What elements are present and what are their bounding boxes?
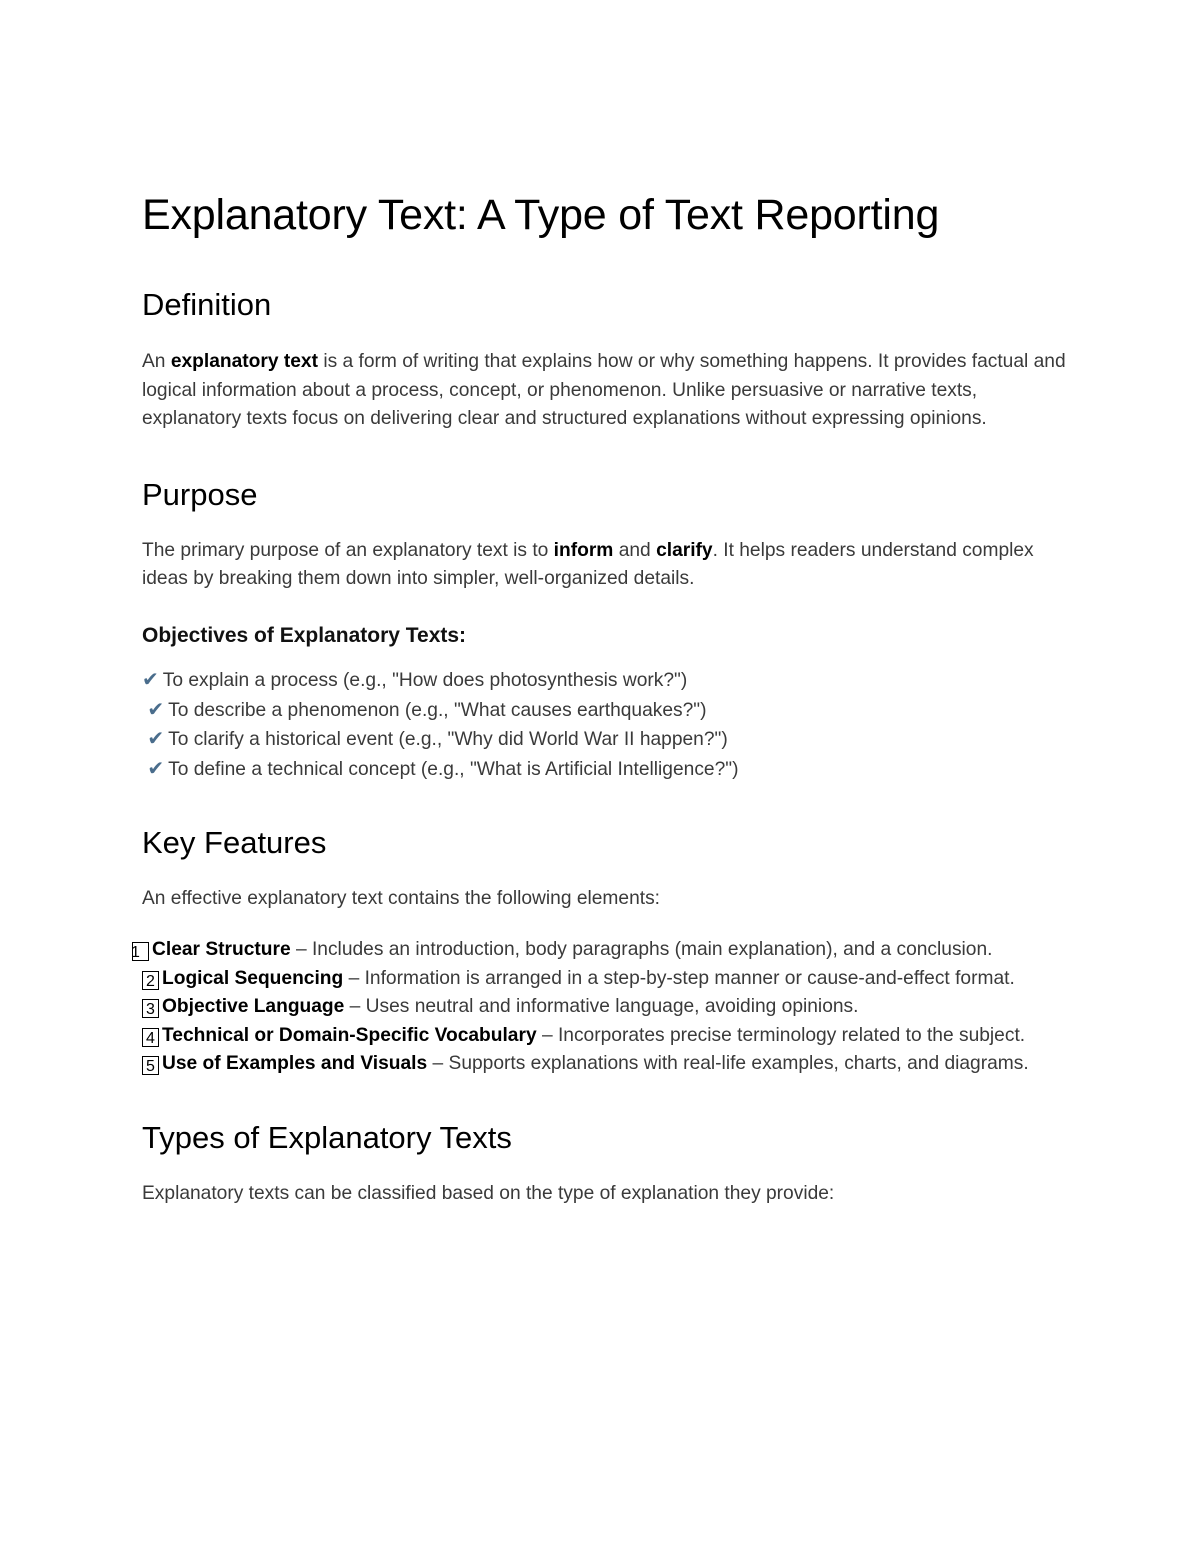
number-two-icon: 2 — [142, 971, 159, 990]
checkmark-icon: ✔ — [147, 757, 165, 780]
definition-heading: Definition — [142, 287, 272, 322]
number-three-icon: 3 — [142, 999, 159, 1018]
list-item: 2 Logical Sequencing – Information is arranged in a step-by-step manner or cause-and-effect format. — [142, 965, 1072, 994]
number-five-icon: 5 — [142, 1056, 159, 1075]
types-heading: Types of Explanatory Texts — [142, 1119, 512, 1155]
list-item: ✔ To clarify a historical event (e.g., "Why did World War II happen?") — [147, 728, 728, 751]
document-title: Explanatory Text: A Type of Text Reporting — [142, 191, 940, 239]
definition-paragraph: An explanatory text is a form of writing that explains how or why something happens. It provides factual and logical information about a process, concept, or phenomenon. Unlike persuasive or narrative texts, explanatory texts focus on delivering clear and structured explanations without expressing opinions. — [142, 351, 1066, 430]
list-item: 1 Clear Structure – Includes an introduction, body paragraphs (main explanation), and a conclusion. — [131, 938, 993, 961]
checkmark-icon: ✔ — [142, 668, 159, 691]
list-item: 5 Use of Examples and Visuals – Supports explanations with real-life examples, charts, and diagrams. — [142, 1050, 1072, 1079]
list-item: 4 Technical or Domain-Specific Vocabulary – Incorporates precise terminology related to the subject. — [142, 1022, 1072, 1051]
key-features-heading: Key Features — [142, 825, 327, 861]
objectives-list — [142, 666, 1072, 784]
list-item: ✔ To explain a process (e.g., "How does photosynthesis work?") — [142, 668, 688, 691]
purpose-paragraph: The primary purpose of an explanatory text is to inform and clarify. It helps readers understand complex ideas by breaking them down into simpler, well-organized details. — [142, 539, 1034, 590]
checkmark-icon: ✔ — [147, 698, 165, 721]
document-content — [131, 190, 1072, 1209]
types-intro: Explanatory texts can be classified based on the type of explanation they provide: — [142, 1182, 835, 1204]
number-four-icon: 4 — [142, 1028, 159, 1047]
key-features-intro: An effective explanatory text contains the following elements: — [142, 888, 661, 910]
number-one-icon: 1 — [132, 942, 149, 961]
checkmark-icon: ✔ — [147, 728, 165, 751]
list-item: ✔ To define a technical concept (e.g., "What is Artificial Intelligence?") — [147, 757, 739, 780]
purpose-heading: Purpose — [142, 476, 258, 512]
list-item: ✔ To describe a phenomenon (e.g., "What causes earthquakes?") — [147, 698, 707, 721]
key-features-list — [132, 936, 1072, 1079]
objectives-heading: Objectives of Explanatory Texts: — [142, 623, 467, 647]
list-item: 3 Objective Language – Uses neutral and informative language, avoiding opinions. — [142, 993, 1072, 1022]
